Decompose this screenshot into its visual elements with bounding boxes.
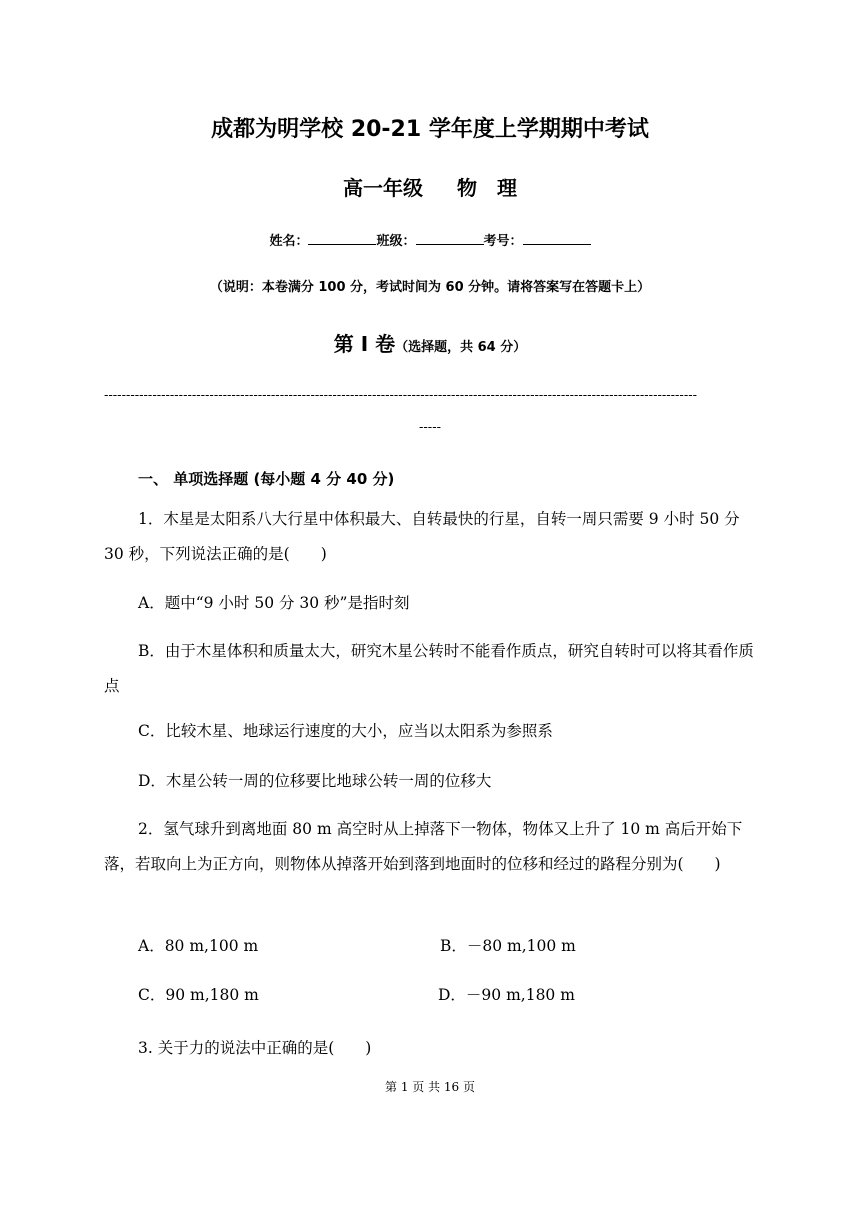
question-2-option-b: B．－80 m,100 m — [440, 937, 576, 955]
number-label: 考号： — [483, 234, 523, 249]
question-2-option-c: C．90 m,180 m — [138, 986, 259, 1004]
question-2-option-a: A．80 m,100 m — [138, 937, 259, 955]
question-1-option-c: C．比较木星、地球运行速度的大小，应当以太阳系为参照系 — [138, 722, 553, 740]
question-1-option-a: A．题中“9 小时 50 分 30 秒”是指时刻 — [138, 594, 410, 612]
exam-title: 成都为明学校 20-21 学年度上学期期中考试 — [211, 117, 649, 142]
volume-subtitle: （选择题，共 64 分） — [395, 340, 527, 355]
class-label: 班级： — [376, 234, 416, 249]
separator-line: --------------------------------------------------------------------------------------------------------------------------------------- — [104, 388, 697, 403]
question-2-option-d: D．－90 m,180 m — [438, 986, 575, 1004]
exam-subtitle — [0, 172, 860, 201]
question-1-option-b: B．由于木星体积和质量太大，研究木星公转时不能看作质点，研究自转时可以将其看作质点 — [104, 642, 754, 695]
question-1-option-d: D．木星公转一周的位移要比地球公转一周的位移大 — [138, 772, 492, 790]
page-footer: 第 1 页 共 16 页 — [385, 1080, 475, 1094]
section-heading: 一、 单项选择题 (每小题 4 分 40 分) — [138, 470, 395, 488]
exam-note: （说明：本卷满分 100 分，考试时间为 60 分钟。请将答案写在答题卡上） — [209, 280, 651, 295]
question-2-stem: 2．氢气球升到离地面 80 m 高空时从上掉落下一物体，物体又上升了 10 m 高后开始下落，若取向上为正方向，则物体从掉落开始到落到地面时的位移和经过的路程分别为( ) — [104, 820, 743, 873]
volume-heading — [0, 328, 860, 357]
class-blank[interactable] — [416, 232, 484, 245]
subject-label: 物 理 — [457, 176, 517, 200]
question-3-stem: 3. 关于力的说法中正确的是( ) — [138, 1039, 372, 1057]
name-label: 姓名： — [269, 234, 309, 249]
name-blank[interactable] — [308, 232, 376, 245]
volume-title: 第 I 卷 — [333, 332, 396, 356]
student-info — [0, 230, 860, 249]
number-blank[interactable] — [523, 232, 591, 245]
question-1-stem: 1．木星是太阳系八大行星中体积最大、自转最快的行星，自转一周只需要 9 小时 50 分 30 秒，下列说法正确的是( ) — [104, 510, 740, 563]
separator-line-tail: ----- — [419, 420, 441, 435]
grade-label: 高一年级 — [343, 176, 423, 200]
